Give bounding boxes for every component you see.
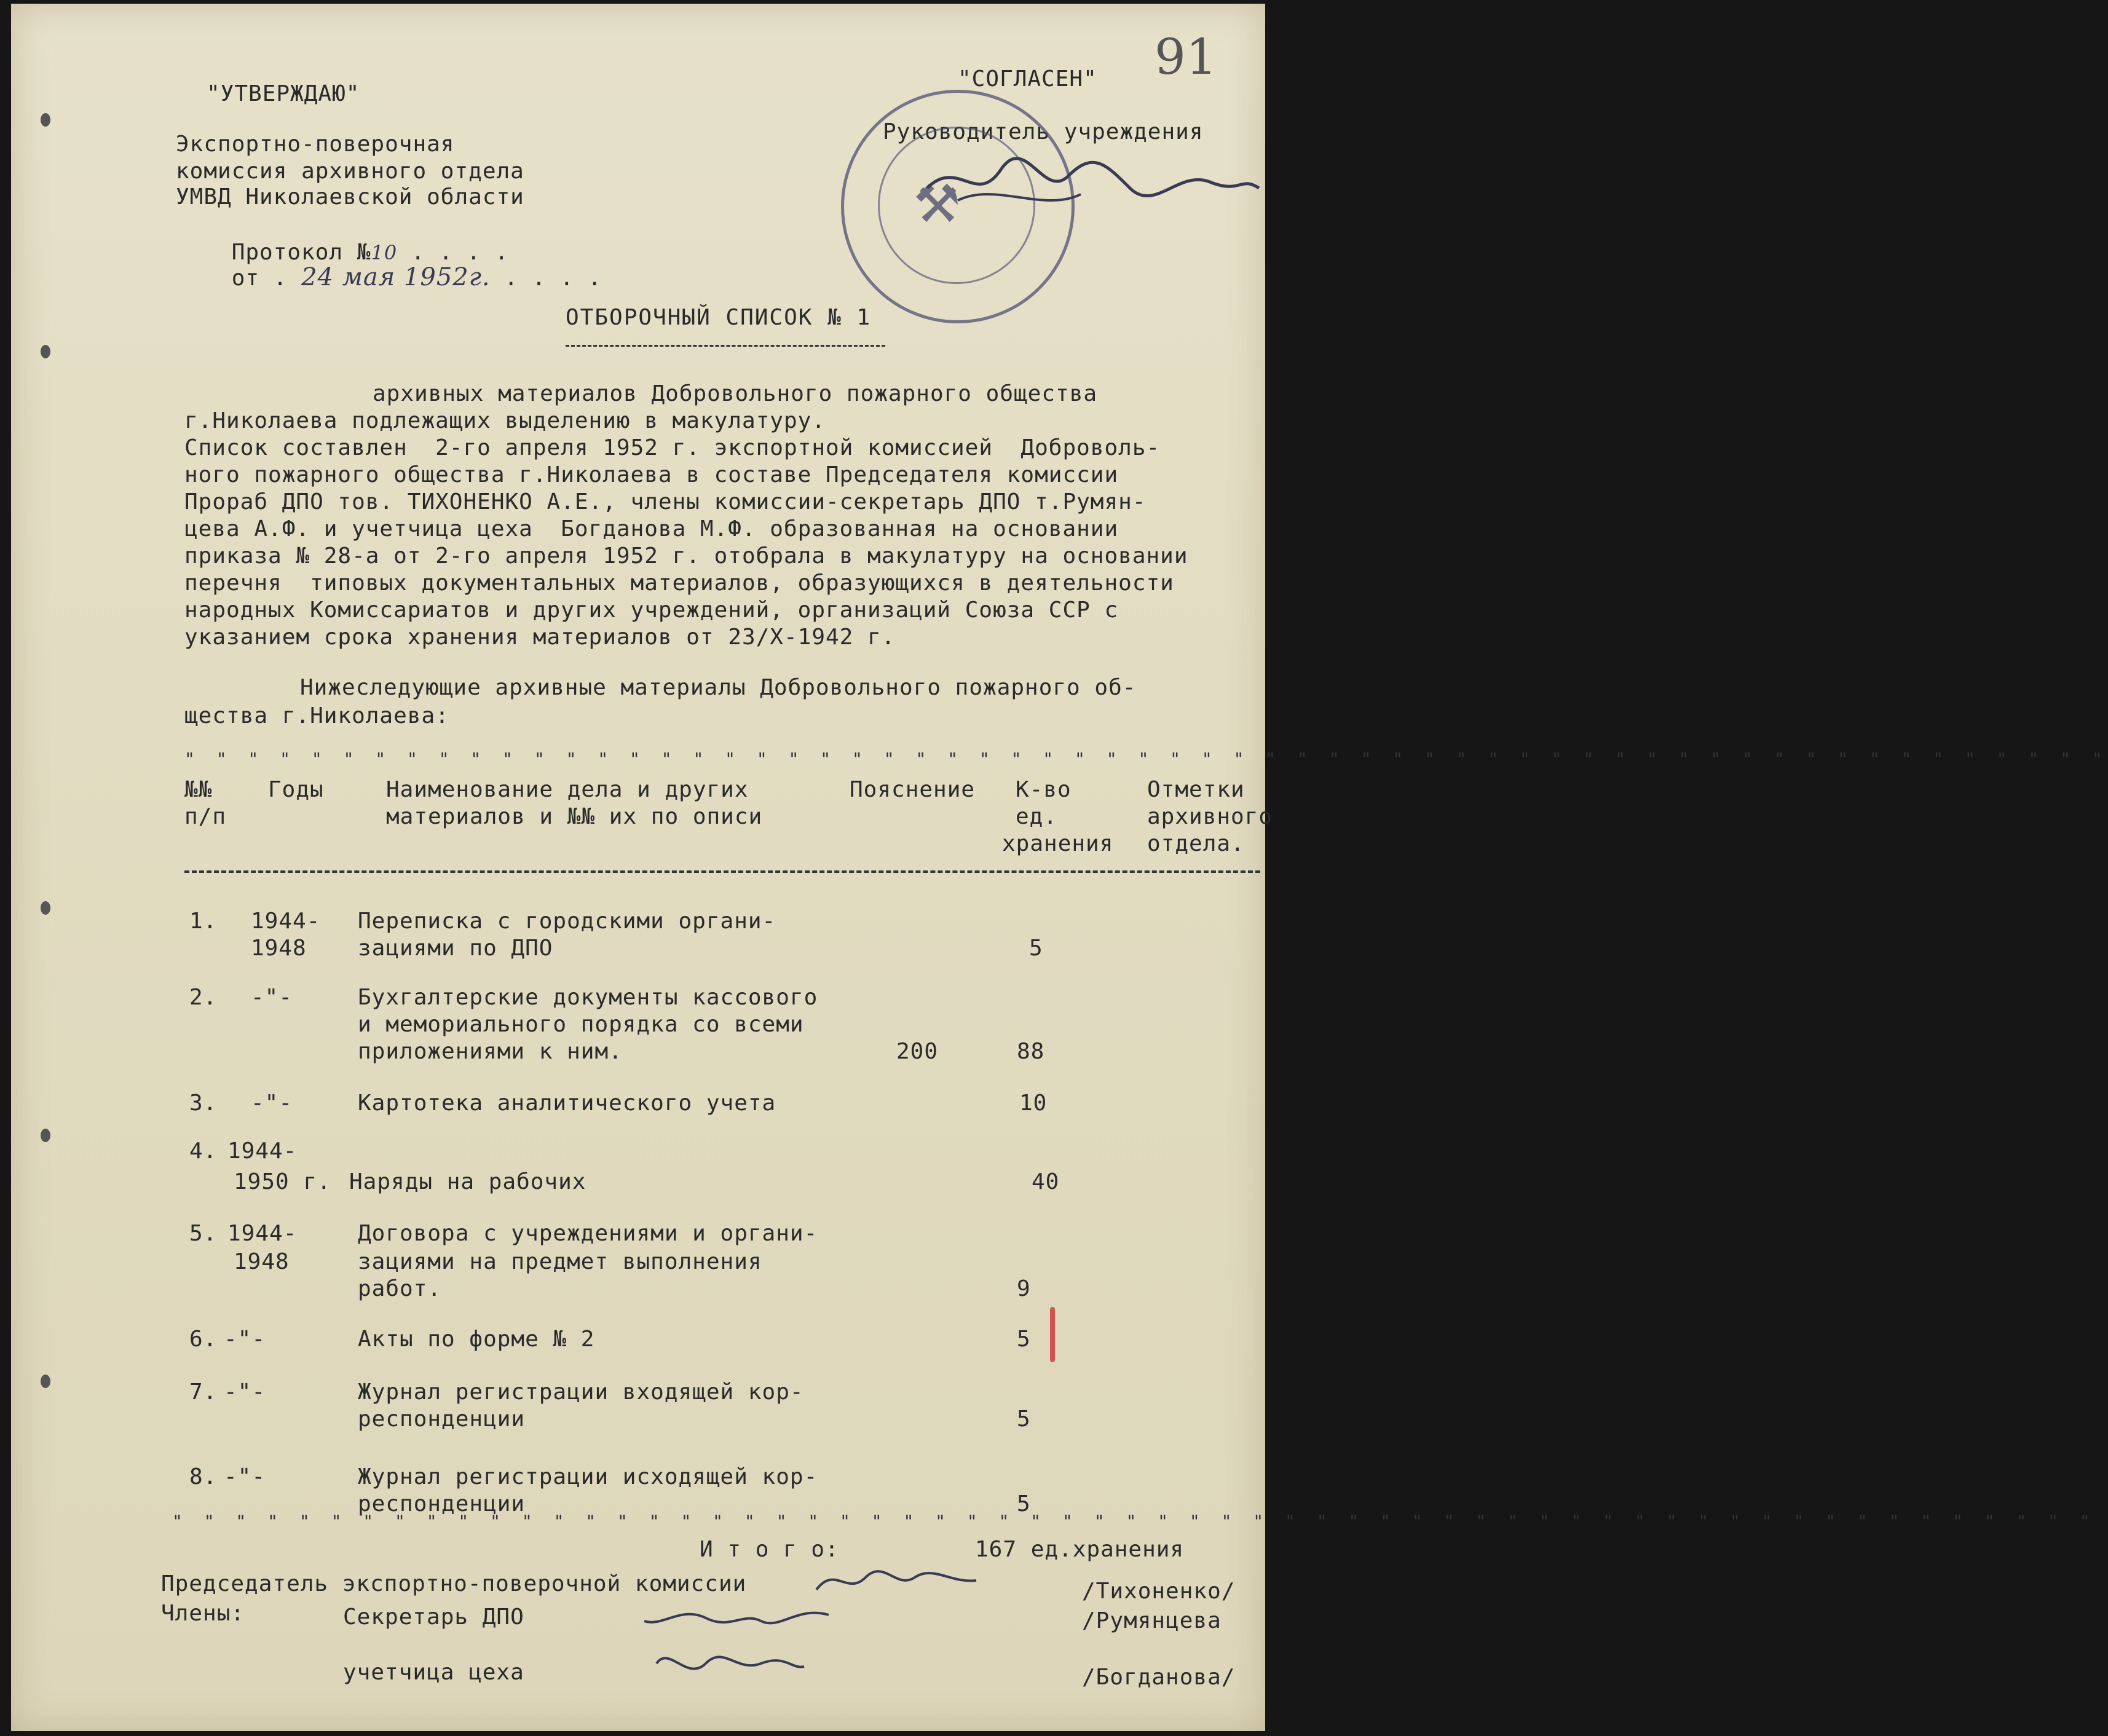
chair-signature <box>810 1559 982 1602</box>
intro-line: г.Николаева подлежащих выделению в макулатуру. <box>184 408 826 433</box>
approval-title: "УТВЕРЖДАЮ" <box>207 81 360 106</box>
page-number: 91 <box>1155 28 1217 85</box>
row-num: 5. <box>189 1221 218 1246</box>
row-note: 200 <box>896 1039 939 1064</box>
header-qty-1: К-во <box>1016 777 1072 802</box>
row-name: респонденции <box>358 1407 526 1432</box>
member2-role: учетчица цеха <box>343 1660 524 1685</box>
row-name: Бухгалтерские документы кассового <box>358 985 818 1010</box>
row-num: 4. <box>189 1138 218 1164</box>
header-name-1: Наименование дела и других <box>386 777 749 802</box>
protocol-number: 10 <box>371 241 398 264</box>
header-note: Пояснение <box>850 777 976 802</box>
row-qty: 40 <box>1032 1169 1060 1194</box>
header-marks-3: отдела. <box>1147 831 1245 856</box>
hammer-axe-emblem-icon: ⚒ <box>915 154 960 240</box>
intro-line: щества г.Николаева: <box>184 703 449 728</box>
punch-hole <box>41 1375 50 1388</box>
row-years: -"- <box>224 1379 266 1405</box>
row-name: приложениями к ним. <box>358 1039 623 1064</box>
document-title: ОТБОРОЧНЫЙ СПИСОК № 1 <box>566 305 872 330</box>
row-num: 2. <box>189 985 218 1010</box>
punch-hole <box>41 1129 50 1142</box>
row-name: Переписка с городскими органи- <box>358 909 776 934</box>
row-years: 1950 г. <box>234 1169 331 1194</box>
header-qty-2: ед. <box>1016 804 1058 829</box>
header-num-2: п/п <box>184 804 227 829</box>
chair-name: /Тихоненко/ <box>1082 1579 1236 1604</box>
quote-separator: " " " " " " " " " " " " " " " " " " " " " " " " " " " " " " " " " " " " " " " " " " " " " " " " " " " " " " " " " " " " " <box>172 1511 2096 1531</box>
title-underline <box>566 345 885 347</box>
intro-line: цева А.Ф. и учетчица цеха Богданова М.Ф. образованная на основании <box>184 516 1119 542</box>
row-name: респонденции <box>358 1491 526 1517</box>
member2-signature <box>650 1639 810 1688</box>
row-qty: 9 <box>1017 1276 1031 1301</box>
row-qty: 5 <box>1029 936 1043 961</box>
header-name-2: материалов и №№ их по описи <box>386 804 763 829</box>
approval-line-1: Экспортно-поверочная <box>176 132 455 157</box>
intro-line: Список составлен 2-го апреля 1952 г. экспортной комиссией Доброволь- <box>184 435 1161 460</box>
row-years: -"- <box>251 1091 293 1116</box>
red-mark <box>1050 1307 1055 1362</box>
row-qty: 5 <box>1017 1491 1031 1517</box>
row-years: -"- <box>251 985 293 1010</box>
row-num: 6. <box>189 1327 218 1352</box>
row-qty: 5 <box>1017 1407 1031 1432</box>
row-num: 7. <box>189 1379 218 1405</box>
total-value: 167 ед.хранения <box>975 1537 1185 1562</box>
row-name: Акты по форме № 2 <box>358 1327 595 1352</box>
protocol-label: Протокол № <box>231 240 371 265</box>
member1-name: /Румянцева <box>1082 1608 1222 1633</box>
quote-separator: " " " " " " " " " " " " " " " " " " " " " " " " " " " " " " " " " " " " " " " " " " " " " " " " " " " " " " " " " " " " " <box>184 749 2108 769</box>
row-qty: 10 <box>1019 1091 1048 1116</box>
date-label: от <box>231 266 260 291</box>
total-label: И т о г о: <box>700 1537 839 1562</box>
header-qty-3: хранения <box>1002 831 1114 856</box>
punch-hole <box>41 345 50 358</box>
intro-line: Прораб ДПО тов. ТИХОНЕНКО А.Е., члены комиссии-секретарь ДПО т.Румян- <box>184 489 1147 515</box>
row-years: 1944- <box>227 1221 298 1246</box>
protocol-line: Протокол №10 . . . . <box>231 240 509 265</box>
head-signature <box>921 145 1265 219</box>
row-years: -"- <box>224 1327 266 1352</box>
header-marks-1: Отметки <box>1147 777 1245 802</box>
row-qty: 88 <box>1017 1039 1045 1064</box>
row-num: 3. <box>189 1091 218 1116</box>
row-years: 1944- <box>251 909 321 934</box>
header-num-1: №№ <box>184 777 213 802</box>
row-years: 1948 <box>234 1249 290 1274</box>
row-name: Журнал регистрации исходящей кор- <box>358 1464 818 1489</box>
row-years: 1948 <box>251 936 307 961</box>
intro-line: Нижеследующие архивные материалы Добровольного пожарного об- <box>300 675 1137 700</box>
row-num: 8. <box>189 1464 218 1489</box>
header-marks-2: архивного <box>1147 804 1273 829</box>
intro-line: приказа № 28-а от 2-го апреля 1952 г. отобрала в макулатуру на основании <box>184 543 1188 569</box>
row-years: 1944- <box>227 1138 298 1164</box>
document-page <box>11 4 2108 1731</box>
row-name: зациями на предмет выполнения <box>358 1249 762 1274</box>
intro-line: народных Комиссариатов и других учреждений, организаций Союза ССР с <box>184 598 1119 623</box>
header-years: Годы <box>268 777 324 802</box>
row-num: 1. <box>189 909 218 934</box>
row-name: Договора с учреждениями и органи- <box>358 1221 818 1246</box>
intro-line: ного пожарного общества г.Николаева в составе Председателя комиссии <box>184 462 1119 487</box>
agreed-title: "СОГЛАСЕН" <box>958 66 1097 92</box>
row-name: Журнал регистрации входящей кор- <box>358 1379 804 1405</box>
agreed-line-1: Руководитель учреждения <box>883 119 1204 144</box>
row-qty: 5 <box>1017 1327 1031 1352</box>
members-label: Члены: <box>161 1601 245 1626</box>
intro-line: указанием срока хранения материалов от 23/Х-1942 г. <box>184 625 896 650</box>
intro-line: архивных материалов Добровольного пожарного общества <box>373 381 1098 406</box>
date-line: от . 24 мая 1952г. . . . . <box>231 263 602 291</box>
member2-name: /Богданова/ <box>1082 1665 1236 1690</box>
date-value: 24 мая 1952г. <box>301 263 491 291</box>
row-name: зациями по ДПО <box>358 936 553 961</box>
header-divider <box>184 870 1260 873</box>
row-years: -"- <box>224 1464 266 1489</box>
intro-line: перечня типовых документальных материалов, образующихся в деятельности <box>184 570 1174 596</box>
row-name: Картотека аналитического учета <box>358 1091 776 1116</box>
row-name: Наряды на рабочих <box>349 1169 586 1194</box>
approval-line-2: комиссия архивного отдела <box>176 159 524 184</box>
chair-label: Председатель экспортно-поверочной комиссии <box>161 1571 747 1596</box>
member1-role: Секретарь ДПО <box>343 1604 524 1630</box>
row-name: и мемориального порядка со всеми <box>358 1012 804 1037</box>
punch-hole <box>41 901 50 915</box>
row-name: работ. <box>358 1276 442 1301</box>
approval-line-3: УМВД Николаевской области <box>176 184 524 210</box>
member1-signature <box>638 1593 835 1636</box>
punch-hole <box>41 113 50 127</box>
